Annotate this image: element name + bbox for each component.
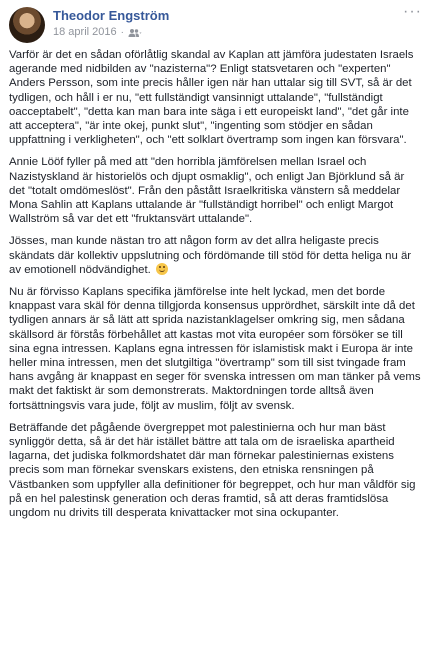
- post-meta: [53, 6, 169, 40]
- post-body: [9, 48, 423, 520]
- smiley-emoji-icon: [156, 263, 168, 275]
- post-paragraph-3: [9, 234, 421, 277]
- separator-dot: ·: [120, 27, 124, 38]
- post-paragraph-2: Annie Lööf fyller på med att "den horribla jämförelsen mellan Israel och Nazistyskland är historielös och djupt osmaklig", och enligt Jan Björklund så är det "totalt omdömeslöst". Från den påstått Israelkritiska vänstern så meddelar Mona Sahlin att Kaplans uttalande är "fullständigt horribel" och enligt Margot Wallström så var det ett "fruktansvärt uttalande".: [9, 156, 405, 226]
- more-options-icon[interactable]: ···: [403, 3, 422, 20]
- post-paragraph-4: Nu är förvisso Kaplans specifika jämförelse inte helt lyckad, men det borde knappast vara skäl för denna tillgjorda konsensus upprördhet, särskilt inte då det tydligen annars är så lätt att sprida nazistanklagelser omkring sig, men sådana skällsord är förstås förbehållet att kastas mot vita européer som försöker se till sina egna intressen. Kaplans egna intressen för islamistisk makt i Europa är inte heller mina intressen, men det slutgiltiga "övertramp" som till sist tvingade fram hans avgång är knappast en seger för svenska intressen om man tänker på vems makt det faktiskt är som demonstrerats. Maktordningen torde alltså även fortsättningsvis vara jude, följt av muslim, följt av svensk.: [9, 286, 421, 412]
- post-paragraph-3-text: Jösses, man kunde nästan tro att någon form av det allra heligaste precis skändats där kollektiv uppslutning och fördömande till stöd för detta heliga nu är av emotionell nödvändighet.: [9, 235, 412, 276]
- post-date[interactable]: 18 april 2016: [53, 26, 117, 38]
- friends-icon[interactable]: [128, 28, 142, 38]
- avatar[interactable]: [9, 7, 45, 43]
- post-header: [9, 3, 423, 48]
- post-paragraph-5: Beträffande det pågående övergreppet mot palestinierna och hur man bäst synliggör detta, så är det här istället bättre att tala om de israeliska apartheid lagarna, det judiska folkmordshatet där man förnekar palestiniernas existens precis som man förnekar svenskars existens, den etniska rensningen på Västbanken som uppfyller alla definitioner för begreppet, och hur man våldför sig på en hel palestinsk generation och deras framtid, så att deras framtidslösa ungdom nu drivits till desperata knivattacker mot sina ockupanter.: [9, 421, 416, 520]
- post-paragraph-1: Varför är det en sådan oförlåtlig skandal av Kaplan att jämföra judestaten Israels agerande med nidbilden av "nazisterna"? Enligt statsvetaren och "experten" Anders Persson, som inte precis håller igen när han uttalar sig till SVT, så är det tydligen, och håll i er nu, "ett fullständigt vansinnigt uttalande", "fullständigt oacceptabelt", "detta kan man bara inte säga i ett europeiskt land", "det går inte att acceptera", "är inte okej, punkt slut", "ingenting som stödjer en sådan uppfattning i verkligheten", och "ett solklart övertramp som ingen kan försvara".: [9, 49, 414, 147]
- post-subline: [53, 25, 169, 40]
- author-name[interactable]: Theodor Engström: [53, 8, 170, 23]
